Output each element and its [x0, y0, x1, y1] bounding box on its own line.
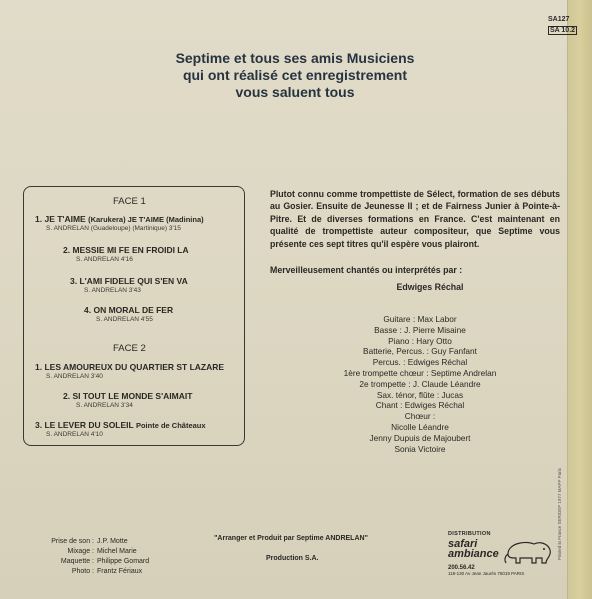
catalog-sub-box: SA 10.2 [550, 26, 576, 34]
track-credit: S. ANDRELAN (Guadeloupe) (Martinique) 3'15 [46, 225, 181, 232]
musician-line: Sonia Victoire [394, 443, 446, 454]
headline-line-1: Septime et tous ses amis Musiciens [175, 50, 415, 66]
track-list-item: 3. L'AMI FIDELE QUI S'EN VA [70, 276, 188, 286]
musician-credits [320, 314, 520, 454]
track-credit: S. ANDRELAN 4'55 [96, 316, 153, 323]
production-label: Production S.A. [266, 555, 319, 562]
face-2-title: FACE 2 [113, 343, 146, 354]
sleeve-spine [567, 0, 592, 599]
distributor-brand: safari ambiance [448, 538, 499, 560]
side-print-text: Printed in France SERIDEP 1977 MAPP Paris [557, 468, 562, 560]
musician-line: Chœur : [404, 411, 436, 422]
musician-line: 2e trompette : J. Claude Léandre [359, 378, 481, 389]
musician-line: Jenny Dupuis de Majoubert [369, 432, 471, 443]
track-list-item: 3. LE LEVER DU SOLEIL Pointe de Châteaux [35, 420, 206, 430]
track-credit: S. ANDRELAN 3'34 [76, 402, 133, 409]
headline-line-2: qui ont réalisé cet enregistrement [182, 67, 408, 83]
headline-line-3: vous saluent tous [235, 84, 355, 100]
musician-line: Guitare : Max Labor [383, 314, 457, 324]
track-list-item: 2. SI TOUT LE MONDE S'AIMAIT [63, 391, 193, 401]
production-credits: Prise de son : J.P. Motte Mixage : Michel Marie Maquette : Philippe Gomard Photo : Frantz Fériaux [51, 538, 150, 575]
headline [150, 50, 440, 101]
musician-line: Sax. ténor, flûte : Jucas [376, 389, 464, 400]
track-list-item: 1. JE T'AIME (Karukera) JE T'AIME (Madinina) [35, 214, 204, 224]
musician-line: Piano : Hary Otto [388, 335, 452, 346]
track-list-item: 2. MESSIE MI FE EN FROIDI LA [63, 245, 189, 255]
musician-line: Basse : J. Pierre Misaine [374, 324, 466, 335]
elephant-icon [502, 536, 554, 566]
musician-line: Batterie, Percus. : Guy Fanfant [363, 346, 477, 357]
track-credit: S. ANDRELAN 3'40 [46, 373, 103, 380]
musician-line: Chant : Edwiges Réchal [375, 400, 465, 411]
track-list-item: 1. LES AMOUREUX DU QUARTIER ST LAZARE [35, 362, 225, 372]
performers-heading: Merveilleusement chantés ou interprétés par : [270, 265, 463, 275]
track-credit: S. ANDRELAN 3'43 [84, 287, 141, 294]
track-credit: S. ANDRELAN 4'16 [76, 256, 133, 263]
musician-line: 1ère trompette chœur : Septime Andrelan [343, 367, 497, 378]
singer-name: Edwiges Réchal [396, 282, 464, 292]
catalog-number: SA127 SA 10.2 [548, 16, 576, 34]
track-credit: S. ANDRELAN 4'10 [46, 431, 103, 438]
musician-line: Nicolle Léandre [391, 421, 449, 432]
musician-line: Percus. : Edwiges Réchal [372, 357, 468, 368]
intro-paragraph: Plutot connu comme trompettiste de Sélect, formation de ses débuts au Gosier. Ensuite de Jeunesse II ; et de Fairness Junier à Pointe-à-Pitre. Et de diverses formations en France. C'est maintenant en qualité de trompettiste auteur compositeur, que Septime vous présente ces sept titres qu'il espère vous plairont. [270, 189, 560, 249]
arranger-credit: "Arranger et Produit par Septime ANDRELAN" [214, 535, 368, 542]
track-list-item: 4. ON MORAL DE FER [84, 305, 174, 315]
face-1-title: FACE 1 [113, 196, 146, 207]
distributor-logo: DISTRIBUTION safari ambiance 200.56.42 118-130 Av Jean Jaurès 75019 PARIS [448, 531, 544, 576]
